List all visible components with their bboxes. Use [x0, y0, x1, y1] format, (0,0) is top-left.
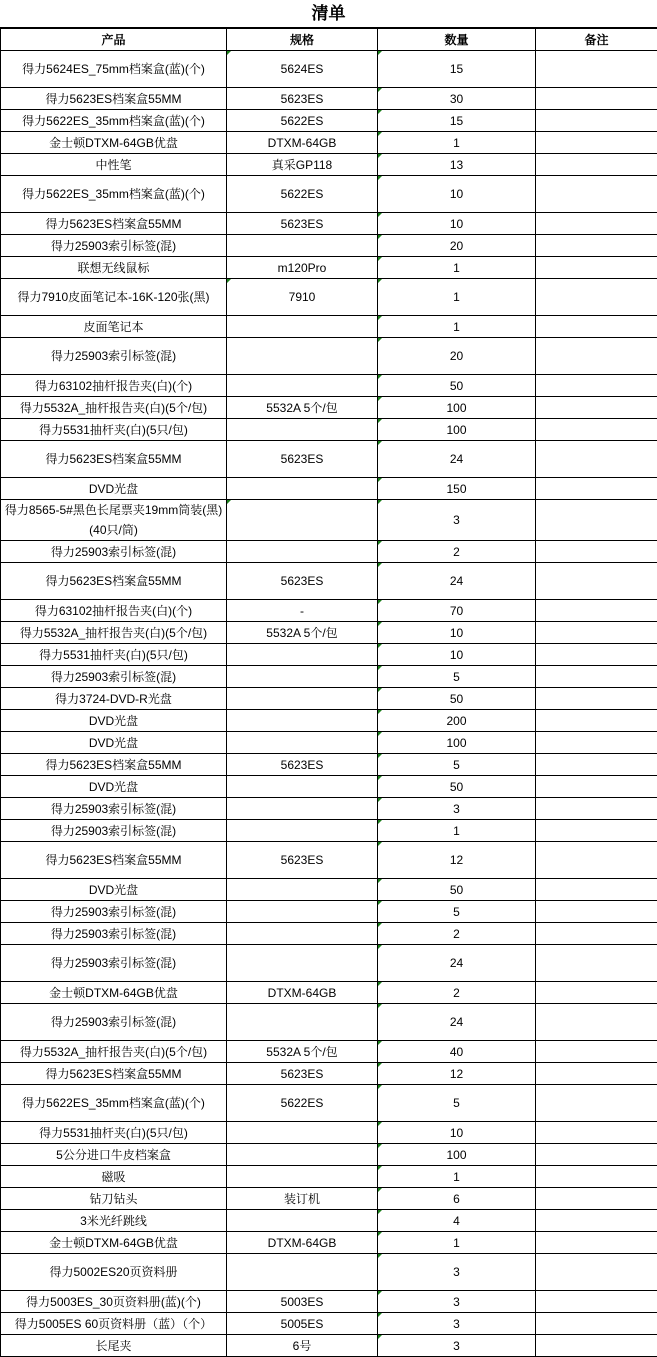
cell-qty[interactable]: 10	[378, 622, 536, 644]
cell-note[interactable]	[536, 563, 657, 600]
cell-spec[interactable]	[227, 688, 378, 710]
cell-spec[interactable]	[227, 1122, 378, 1144]
table-row	[1, 982, 657, 1004]
cell-qty[interactable]: 50	[378, 776, 536, 798]
cell-spec[interactable]	[227, 500, 378, 541]
table-row	[1, 879, 657, 901]
cell-note[interactable]	[536, 110, 657, 132]
cell-note[interactable]	[536, 375, 657, 397]
cell-note[interactable]	[536, 1291, 657, 1313]
table-row	[1, 338, 657, 375]
header-spec[interactable]: 规格	[227, 29, 378, 51]
cell-product[interactable]: 得力5003ES_30页资料册(蓝)(个)	[1, 1291, 227, 1313]
table-row	[1, 622, 657, 644]
cell-product[interactable]: 得力5622ES_35mm档案盒(蓝)(个)	[1, 110, 227, 132]
cell-qty[interactable]: 1	[378, 820, 536, 842]
cell-product[interactable]: 得力5622ES_35mm档案盒(蓝)(个)	[1, 1085, 227, 1122]
cell-product[interactable]: 得力5005ES 60页资料册（蓝）（个）	[1, 1313, 227, 1335]
table-row	[1, 666, 657, 688]
cell-note[interactable]	[536, 176, 657, 213]
cell-note[interactable]	[536, 982, 657, 1004]
cell-product[interactable]: 得力3724-DVD-R光盘	[1, 688, 227, 710]
cell-qty[interactable]: 2	[378, 923, 536, 945]
cell-spec[interactable]	[227, 923, 378, 945]
cell-product[interactable]: 得力25903索引标签(混)	[1, 666, 227, 688]
table-row	[1, 88, 657, 110]
cell-qty[interactable]: 100	[378, 419, 536, 441]
cell-note[interactable]	[536, 132, 657, 154]
table-row	[1, 132, 657, 154]
table-row	[1, 110, 657, 132]
cell-qty[interactable]: 20	[378, 235, 536, 257]
cell-product[interactable]: 钻刀钻头	[1, 1188, 227, 1210]
table-row	[1, 1291, 657, 1313]
cell-note[interactable]	[536, 1063, 657, 1085]
cell-product[interactable]: 得力5002ES20页资料册	[1, 1254, 227, 1291]
table-row	[1, 1041, 657, 1063]
table-row	[1, 1232, 657, 1254]
cell-product[interactable]: DVD光盘	[1, 732, 227, 754]
cell-qty[interactable]: 100	[378, 732, 536, 754]
table-row	[1, 600, 657, 622]
table-row	[1, 1144, 657, 1166]
cell-note[interactable]	[536, 338, 657, 375]
cell-spec[interactable]	[227, 338, 378, 375]
cell-product[interactable]: 得力25903索引标签(混)	[1, 923, 227, 945]
cell-product[interactable]: 金士顿DTXM-64GB优盘	[1, 1232, 227, 1254]
cell-spec[interactable]	[227, 1254, 378, 1291]
cell-spec[interactable]: 装订机	[227, 1188, 378, 1210]
cell-spec[interactable]: 5623ES	[227, 754, 378, 776]
cell-spec[interactable]: 5003ES	[227, 1291, 378, 1313]
cell-note[interactable]	[536, 541, 657, 563]
cell-product[interactable]: 得力5623ES档案盒55MM	[1, 441, 227, 478]
cell-note[interactable]	[536, 622, 657, 644]
table-row	[1, 1335, 657, 1357]
table-row	[1, 776, 657, 798]
cell-note[interactable]	[536, 732, 657, 754]
cell-product[interactable]: 得力25903索引标签(混)	[1, 901, 227, 923]
cell-qty[interactable]: 3	[378, 798, 536, 820]
cell-qty[interactable]: 1	[378, 279, 536, 316]
cell-note[interactable]	[536, 1085, 657, 1122]
cell-qty[interactable]: 5	[378, 1085, 536, 1122]
cell-note[interactable]	[536, 419, 657, 441]
cell-note[interactable]	[536, 820, 657, 842]
cell-note[interactable]	[536, 500, 657, 541]
cell-note[interactable]	[536, 257, 657, 279]
table-row	[1, 901, 657, 923]
table-row	[1, 541, 657, 563]
cell-qty[interactable]: 3	[378, 1254, 536, 1291]
cell-qty[interactable]: 15	[378, 110, 536, 132]
table-row	[1, 688, 657, 710]
cell-note[interactable]	[536, 754, 657, 776]
cell-note[interactable]	[536, 441, 657, 478]
table-row	[1, 1085, 657, 1122]
table-row	[1, 732, 657, 754]
cell-product[interactable]: 得力63102抽杆报告夹(白)(个)	[1, 375, 227, 397]
cell-qty[interactable]: 15	[378, 51, 536, 88]
table-row	[1, 51, 657, 88]
cell-product[interactable]: 3米光纤跳线	[1, 1210, 227, 1232]
cell-qty[interactable]: 3	[378, 1291, 536, 1313]
table-row	[1, 1210, 657, 1232]
cell-qty[interactable]: 20	[378, 338, 536, 375]
cell-qty[interactable]: 10	[378, 644, 536, 666]
cell-note[interactable]	[536, 644, 657, 666]
cell-spec[interactable]: 5623ES	[227, 213, 378, 235]
cell-note[interactable]	[536, 666, 657, 688]
cell-product[interactable]: 得力5622ES_35mm档案盒(蓝)(个)	[1, 176, 227, 213]
table-row	[1, 754, 657, 776]
cell-product[interactable]: 得力25903索引标签(混)	[1, 798, 227, 820]
cell-spec[interactable]	[227, 820, 378, 842]
cell-product[interactable]: 得力25903索引标签(混)	[1, 338, 227, 375]
cell-product[interactable]: 得力5532A_抽杆报告夹(白)(5个/包)	[1, 397, 227, 419]
cell-product[interactable]: 得力5623ES档案盒55MM	[1, 213, 227, 235]
cell-qty[interactable]: 2	[378, 541, 536, 563]
cell-product[interactable]: 得力5623ES档案盒55MM	[1, 88, 227, 110]
cell-note[interactable]	[536, 879, 657, 901]
table-row	[1, 176, 657, 213]
cell-product[interactable]: 得力5624ES_75mm档案盒(蓝)(个)	[1, 51, 227, 88]
cell-qty[interactable]: 24	[378, 441, 536, 478]
cell-note[interactable]	[536, 1254, 657, 1291]
cell-product[interactable]: 联想无线鼠标	[1, 257, 227, 279]
cell-note[interactable]	[536, 710, 657, 732]
cell-spec[interactable]: 5532A 5个/包	[227, 622, 378, 644]
header-row	[1, 29, 657, 51]
cell-product[interactable]: 得力25903索引标签(混)	[1, 541, 227, 563]
cell-spec[interactable]	[227, 666, 378, 688]
cell-product[interactable]: 得力5532A_抽杆报告夹(白)(5个/包)	[1, 1041, 227, 1063]
cell-spec[interactable]: 真采GP118	[227, 154, 378, 176]
cell-qty[interactable]: 24	[378, 563, 536, 600]
cell-qty[interactable]: 5	[378, 666, 536, 688]
cell-spec[interactable]	[227, 798, 378, 820]
cell-spec[interactable]: 5532A 5个/包	[227, 397, 378, 419]
cell-spec[interactable]	[227, 1004, 378, 1041]
cell-product[interactable]: DVD光盘	[1, 710, 227, 732]
cell-note[interactable]	[536, 1188, 657, 1210]
sheet-title: 清单	[0, 0, 657, 28]
cell-spec[interactable]	[227, 901, 378, 923]
cell-spec[interactable]: 5623ES	[227, 441, 378, 478]
table-row	[1, 235, 657, 257]
cell-spec[interactable]	[227, 541, 378, 563]
cell-note[interactable]	[536, 397, 657, 419]
cell-spec[interactable]: DTXM-64GB	[227, 1232, 378, 1254]
cell-spec[interactable]: 5623ES	[227, 1063, 378, 1085]
cell-product[interactable]: 得力63102抽杆报告夹(白)(个)	[1, 600, 227, 622]
cell-spec[interactable]	[227, 1144, 378, 1166]
cell-spec[interactable]	[227, 879, 378, 901]
cell-qty[interactable]: 150	[378, 478, 536, 500]
cell-note[interactable]	[536, 945, 657, 982]
cell-note[interactable]	[536, 600, 657, 622]
cell-spec[interactable]: 5622ES	[227, 1085, 378, 1122]
table-row	[1, 257, 657, 279]
table-row	[1, 644, 657, 666]
table-row	[1, 923, 657, 945]
table-row	[1, 316, 657, 338]
cell-spec[interactable]: 5623ES	[227, 88, 378, 110]
cell-product[interactable]: 得力5531抽杆夹(白)(5只/包)	[1, 1122, 227, 1144]
cell-qty[interactable]: 30	[378, 88, 536, 110]
cell-product[interactable]: 中性笔	[1, 154, 227, 176]
table-row	[1, 563, 657, 600]
cell-spec[interactable]	[227, 945, 378, 982]
cell-spec[interactable]	[227, 1166, 378, 1188]
cell-note[interactable]	[536, 478, 657, 500]
cell-product[interactable]: 得力5623ES档案盒55MM	[1, 754, 227, 776]
cell-product[interactable]: 皮面笔记本	[1, 316, 227, 338]
cell-product[interactable]: 得力25903索引标签(混)	[1, 945, 227, 982]
cell-spec[interactable]: 5005ES	[227, 1313, 378, 1335]
table-row	[1, 1313, 657, 1335]
cell-spec[interactable]	[227, 644, 378, 666]
cell-qty[interactable]: 200	[378, 710, 536, 732]
table-row	[1, 710, 657, 732]
cell-note[interactable]	[536, 923, 657, 945]
cell-qty[interactable]: 1	[378, 132, 536, 154]
cell-product[interactable]: 得力25903索引标签(混)	[1, 820, 227, 842]
table-row	[1, 1254, 657, 1291]
cell-product[interactable]: DVD光盘	[1, 478, 227, 500]
cell-product[interactable]: 得力7910皮面笔记本-16K-120张(黑)	[1, 279, 227, 316]
cell-note[interactable]	[536, 1004, 657, 1041]
cell-spec[interactable]	[227, 235, 378, 257]
cell-product[interactable]: DVD光盘	[1, 879, 227, 901]
cell-spec[interactable]	[227, 419, 378, 441]
table-row	[1, 1004, 657, 1041]
cell-qty[interactable]: 70	[378, 600, 536, 622]
table-row	[1, 478, 657, 500]
cell-qty[interactable]: 24	[378, 1004, 536, 1041]
cell-qty[interactable]: 50	[378, 688, 536, 710]
cell-product[interactable]: 得力5531抽杆夹(白)(5只/包)	[1, 419, 227, 441]
cell-spec[interactable]	[227, 776, 378, 798]
cell-qty[interactable]: 50	[378, 879, 536, 901]
table-row	[1, 500, 657, 541]
cell-note[interactable]	[536, 1335, 657, 1357]
cell-product[interactable]: 长尾夹	[1, 1335, 227, 1357]
cell-product[interactable]: DVD光盘	[1, 776, 227, 798]
cell-qty[interactable]: 100	[378, 1144, 536, 1166]
inventory-table	[0, 28, 657, 1357]
header-product[interactable]: 产品	[1, 29, 227, 51]
cell-product[interactable]: 金士顿DTXM-64GB优盘	[1, 132, 227, 154]
cell-spec[interactable]: 5623ES	[227, 842, 378, 879]
cell-spec[interactable]: 5622ES	[227, 176, 378, 213]
cell-product[interactable]: 得力5623ES档案盒55MM	[1, 563, 227, 600]
cell-spec[interactable]	[227, 732, 378, 754]
table-row	[1, 842, 657, 879]
cell-qty[interactable]: 13	[378, 154, 536, 176]
cell-spec[interactable]: DTXM-64GB	[227, 132, 378, 154]
cell-product[interactable]: 得力5531抽杆夹(白)(5只/包)	[1, 644, 227, 666]
cell-note[interactable]	[536, 213, 657, 235]
cell-spec[interactable]: 5622ES	[227, 110, 378, 132]
cell-qty[interactable]: 1	[378, 1232, 536, 1254]
cell-qty[interactable]: 3	[378, 1313, 536, 1335]
cell-product[interactable]: 得力5623ES档案盒55MM	[1, 1063, 227, 1085]
cell-note[interactable]	[536, 1313, 657, 1335]
table-row	[1, 154, 657, 176]
table-row	[1, 1166, 657, 1188]
cell-qty[interactable]: 2	[378, 982, 536, 1004]
cell-qty[interactable]: 40	[378, 1041, 536, 1063]
cell-note[interactable]	[536, 776, 657, 798]
table-row	[1, 441, 657, 478]
cell-spec[interactable]: 5623ES	[227, 563, 378, 600]
cell-spec[interactable]: m120Pro	[227, 257, 378, 279]
cell-note[interactable]	[536, 1166, 657, 1188]
cell-product[interactable]: 得力25903索引标签(混)	[1, 235, 227, 257]
cell-spec[interactable]	[227, 710, 378, 732]
table-row	[1, 945, 657, 982]
cell-note[interactable]	[536, 1122, 657, 1144]
cell-qty[interactable]: 1	[378, 1166, 536, 1188]
cell-spec[interactable]: DTXM-64GB	[227, 982, 378, 1004]
cell-spec[interactable]: 6号	[227, 1335, 378, 1357]
cell-spec[interactable]	[227, 478, 378, 500]
cell-qty[interactable]: 5	[378, 754, 536, 776]
cell-spec[interactable]	[227, 1210, 378, 1232]
cell-note[interactable]	[536, 154, 657, 176]
cell-note[interactable]	[536, 235, 657, 257]
header-qty[interactable]: 数量	[378, 29, 536, 51]
cell-product[interactable]: 磁吸	[1, 1166, 227, 1188]
cell-qty[interactable]: 10	[378, 176, 536, 213]
cell-spec[interactable]	[227, 316, 378, 338]
cell-product[interactable]: 得力8565-5#黑色长尾票夹19mm筒装(黑)(40只/筒)	[1, 500, 227, 541]
cell-qty[interactable]: 6	[378, 1188, 536, 1210]
cell-qty[interactable]: 3	[378, 1335, 536, 1357]
cell-note[interactable]	[536, 279, 657, 316]
table-row	[1, 798, 657, 820]
table-row	[1, 1063, 657, 1085]
cell-spec[interactable]: -	[227, 600, 378, 622]
table-row	[1, 375, 657, 397]
cell-product[interactable]: 金士顿DTXM-64GB优盘	[1, 982, 227, 1004]
cell-note[interactable]	[536, 1041, 657, 1063]
cell-spec[interactable]: 5532A 5个/包	[227, 1041, 378, 1063]
cell-qty[interactable]: 100	[378, 397, 536, 419]
cell-note[interactable]	[536, 901, 657, 923]
table-row	[1, 279, 657, 316]
cell-qty[interactable]: 1	[378, 316, 536, 338]
cell-product[interactable]: 5公分进口牛皮档案盒	[1, 1144, 227, 1166]
table-row	[1, 419, 657, 441]
cell-qty[interactable]: 5	[378, 901, 536, 923]
cell-note[interactable]	[536, 688, 657, 710]
cell-qty[interactable]: 50	[378, 375, 536, 397]
cell-product[interactable]: 得力5623ES档案盒55MM	[1, 842, 227, 879]
cell-spec[interactable]: 7910	[227, 279, 378, 316]
cell-qty[interactable]: 4	[378, 1210, 536, 1232]
cell-spec[interactable]	[227, 375, 378, 397]
cell-note[interactable]	[536, 51, 657, 88]
table-row	[1, 397, 657, 419]
table-row	[1, 820, 657, 842]
header-note[interactable]: 备注	[536, 29, 657, 51]
cell-note[interactable]	[536, 316, 657, 338]
table-row	[1, 1122, 657, 1144]
cell-note[interactable]	[536, 842, 657, 879]
cell-qty[interactable]: 10	[378, 213, 536, 235]
table-row	[1, 1188, 657, 1210]
cell-qty[interactable]: 12	[378, 842, 536, 879]
cell-spec[interactable]: 5624ES	[227, 51, 378, 88]
cell-note[interactable]	[536, 1210, 657, 1232]
cell-note[interactable]	[536, 1232, 657, 1254]
cell-qty[interactable]: 1	[378, 257, 536, 279]
cell-qty[interactable]: 24	[378, 945, 536, 982]
table-row	[1, 213, 657, 235]
cell-product[interactable]: 得力25903索引标签(混)	[1, 1004, 227, 1041]
cell-qty[interactable]: 3	[378, 500, 536, 541]
cell-qty[interactable]: 12	[378, 1063, 536, 1085]
cell-note[interactable]	[536, 88, 657, 110]
cell-note[interactable]	[536, 1144, 657, 1166]
cell-qty[interactable]: 10	[378, 1122, 536, 1144]
cell-note[interactable]	[536, 798, 657, 820]
cell-product[interactable]: 得力5532A_抽杆报告夹(白)(5个/包)	[1, 622, 227, 644]
